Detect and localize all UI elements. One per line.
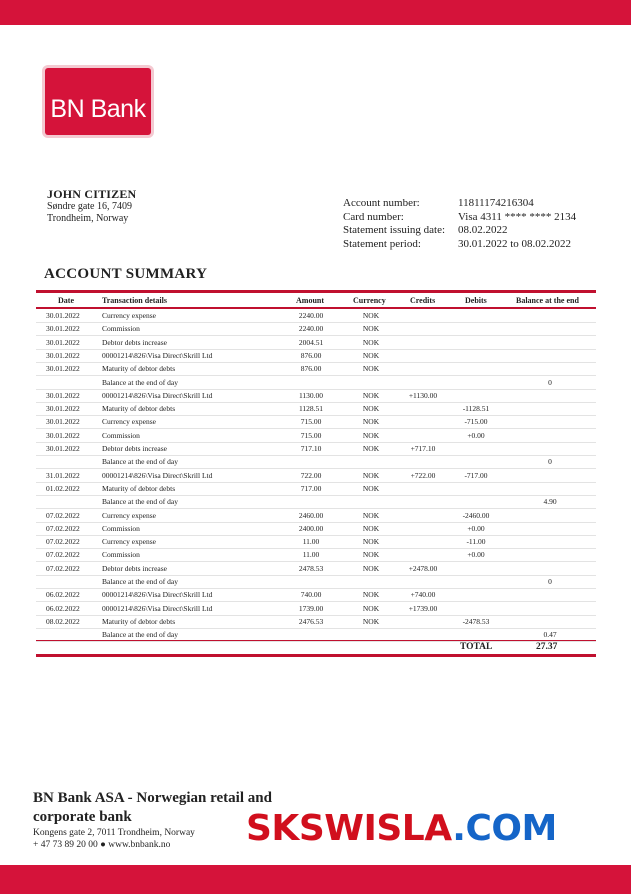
row-date: 06.02.2022 [46,590,80,600]
row-date: 30.01.2022 [46,444,80,453]
row-amount: 876.00 [300,364,322,374]
row-debits: +0.00 [467,523,485,533]
row-details: Maturity of debtor debts [102,364,176,374]
header-date: Date [58,296,74,305]
row-debits: +0.00 [467,550,485,560]
table-row [36,536,596,549]
row-date: 07.02.2022 [46,537,80,547]
statement-period-value: 30.01.2022 to 08.02.2022 [458,238,572,251]
row-details: 00001214\826\Visa Direct\Skrill Ltd [102,590,213,600]
row-amount: 11.00 [302,550,320,560]
customer-address-line2: Trondheim, Norway [47,213,129,224]
header-debits: Debits [465,296,487,305]
table-row [36,443,596,456]
row-currency: NOK [362,324,380,334]
row-date: 30.01.2022 [46,404,80,414]
row-amount: 1128.51 [298,404,324,414]
row-credits: +1739.00 [408,603,438,613]
total-value: 27.37 [536,642,558,652]
row-credits: +2478.00 [408,563,438,573]
footer-bank-title: BN Bank ASA - Norwegian retail and corporate bank [33,790,272,825]
row-debits: -717.00 [464,470,488,480]
header-bottom-rule [36,307,596,309]
watermark [246,807,557,851]
row-details: Commission [102,523,140,533]
row-balance: 4.90 [543,497,557,507]
row-credits: +1130.00 [408,390,438,400]
row-amount: 2240.00 [298,311,324,320]
row-currency: NOK [362,483,380,493]
header-amount: Amount [296,296,325,305]
row-date: 07.02.2022 [46,550,80,560]
row-currency: NOK [362,404,380,414]
customer-address-line1: Søndre gate 16, 7409 [47,201,132,212]
row-date: 08.02.2022 [46,616,80,626]
row-details: Commission [102,324,140,334]
table-row [36,390,596,403]
row-details: 00001214\826\Visa Direct\Skrill Ltd [102,470,213,480]
row-details: 00001214\826\Visa Direct\Skrill Ltd [102,350,213,360]
table-row [36,363,596,376]
bn-bank-logo [45,68,151,135]
table-row [36,416,596,429]
row-amount: 1130.00 [298,390,324,400]
statement-period-label: Statement period: [343,238,421,251]
row-amount: 715.00 [300,430,322,440]
issue-date-row [343,224,576,238]
row-amount: 2478.53 [298,563,324,573]
issue-date-label: Statement issuing date: [343,224,446,237]
row-details: Debtor debts increase [102,444,167,453]
table-row [36,337,596,350]
row-details: Balance at the end of day [102,457,179,467]
row-details: Currency expense [102,417,156,427]
row-currency: NOK [362,444,380,453]
row-credits: +722.00 [410,470,436,480]
row-details: Currency expense [102,311,156,320]
customer-name: JOHN CITIZEN [47,187,137,201]
account-info [343,197,576,252]
account-number-value: 11811174216304 [458,197,534,209]
table-row [36,496,596,509]
row-balance: 0 [548,577,552,586]
table-row [36,310,596,323]
header-currency: Currency [353,296,386,305]
row-amount: 2460.00 [298,510,324,520]
row-date: 30.01.2022 [46,337,80,347]
row-currency: NOK [362,510,380,520]
row-currency: NOK [362,417,380,427]
logo-text: BN Bank [50,95,146,123]
row-details: Debtor debts increase [102,563,167,573]
row-amount: 717.00 [300,483,322,493]
top-brand-bar [0,0,631,25]
total-row [36,640,596,654]
row-date: 31.01.2022 [46,470,80,480]
row-balance: 0.47 [543,630,557,640]
row-date: 07.02.2022 [46,523,80,533]
row-details: Maturity of debtor debts [102,483,176,493]
row-date: 30.01.2022 [46,311,80,320]
footer-address: Kongens gate 2, 7011 Trondheim, Norway [33,828,195,838]
table-row [36,576,596,589]
customer-block [47,187,136,225]
row-date: 30.01.2022 [46,390,80,400]
row-currency: NOK [362,350,380,360]
row-amount: 876.00 [300,350,322,360]
footer-address-block [33,827,195,851]
table-row [36,403,596,416]
row-details: Balance at the end of day [102,497,179,507]
row-details: Currency expense [102,510,156,520]
row-debits: -2478.53 [462,616,490,626]
row-amount: 717.10 [300,444,322,453]
row-details: Debtor debts increase [102,337,167,347]
row-amount: 1739.00 [298,603,324,613]
watermark-dot: . [452,808,466,849]
row-details: Maturity of debtor debts [102,616,176,626]
row-details: Balance at the end of day [102,577,179,586]
row-amount: 2240.00 [298,324,324,334]
footer-contact: + 47 73 89 20 00 ● www.bnbank.no [33,840,171,850]
row-currency: NOK [362,430,380,440]
row-debits: -715.00 [464,417,488,427]
table-row [36,323,596,336]
watermark-tld: COM [465,808,557,849]
table-row [36,456,596,469]
row-currency: NOK [362,590,380,600]
row-amount: 2476.53 [298,616,324,626]
table-header [36,294,596,307]
table-row [36,510,596,523]
row-date: 30.01.2022 [46,324,80,334]
header-balance: Balance at the end [516,296,579,305]
card-number-value: Visa 4311 **** **** 2134 [458,210,577,223]
table-row [36,589,596,602]
account-number-label: Account number: [343,197,420,209]
row-details: Maturity of debtor debts [102,404,176,414]
table-bottom-rule [36,654,596,657]
table-row [36,523,596,536]
bottom-brand-bar [0,865,631,894]
row-amount: 2004.51 [298,337,324,347]
table-row [36,483,596,496]
row-date: 06.02.2022 [46,603,80,613]
row-amount: 11.00 [302,537,320,547]
row-date: 01.02.2022 [46,483,80,493]
row-details: Currency expense [102,537,156,547]
row-balance: 0 [548,457,552,467]
row-details: 00001214\826\Visa Direct\Skrill Ltd [102,603,213,613]
issue-date-value: 08.02.2022 [458,224,508,237]
card-number-label: Card number: [343,210,404,223]
row-currency: NOK [362,364,380,374]
row-currency: NOK [362,470,380,480]
row-details: Commission [102,430,140,440]
card-number-row [343,211,576,225]
row-details: Balance at the end of day [102,630,179,640]
row-date: 07.02.2022 [46,563,80,573]
table-row [36,377,596,390]
row-amount: 2400.00 [298,523,324,533]
statement-period-row [343,238,576,252]
row-debits: -11.00 [466,537,486,547]
row-currency: NOK [362,550,380,560]
table-row [36,470,596,483]
row-credits: +717.10 [410,444,436,453]
table-row [36,563,596,576]
total-label: TOTAL [460,642,493,652]
row-debits: -2460.00 [462,510,490,520]
account-number-row [343,197,576,211]
table-row [36,603,596,616]
row-credits: +740.00 [410,590,436,600]
account-summary-title: ACCOUNT SUMMARY [44,266,208,282]
row-amount: 722.00 [300,470,322,480]
row-date: 30.01.2022 [46,417,80,427]
row-currency: NOK [362,603,380,613]
header-credits: Credits [410,296,436,305]
row-date: 07.02.2022 [46,510,80,520]
row-details: Balance at the end of day [102,377,179,387]
row-debits: -1128.51 [462,404,490,414]
row-currency: NOK [362,537,380,547]
table-row [36,549,596,562]
table-row [36,430,596,443]
row-currency: NOK [362,390,380,400]
table-row [36,616,596,629]
row-date: 30.01.2022 [46,430,80,440]
table-row [36,350,596,363]
row-balance: 0 [548,377,552,387]
row-amount: 740.00 [300,590,322,600]
watermark-main: SKSWISLA [246,808,453,849]
row-debits: +0.00 [467,430,485,440]
row-details: Commission [102,550,140,560]
row-amount: 715.00 [300,417,322,427]
table-top-rule [36,290,596,293]
row-currency: NOK [362,523,380,533]
row-date: 30.01.2022 [46,350,80,360]
row-currency: NOK [362,616,380,626]
row-date: 30.01.2022 [46,364,80,374]
row-currency: NOK [362,337,380,347]
row-currency: NOK [362,563,380,573]
row-currency: NOK [362,311,380,320]
row-details: 00001214\826\Visa Direct\Skrill Ltd [102,390,213,400]
header-details: Transaction details [102,296,167,305]
